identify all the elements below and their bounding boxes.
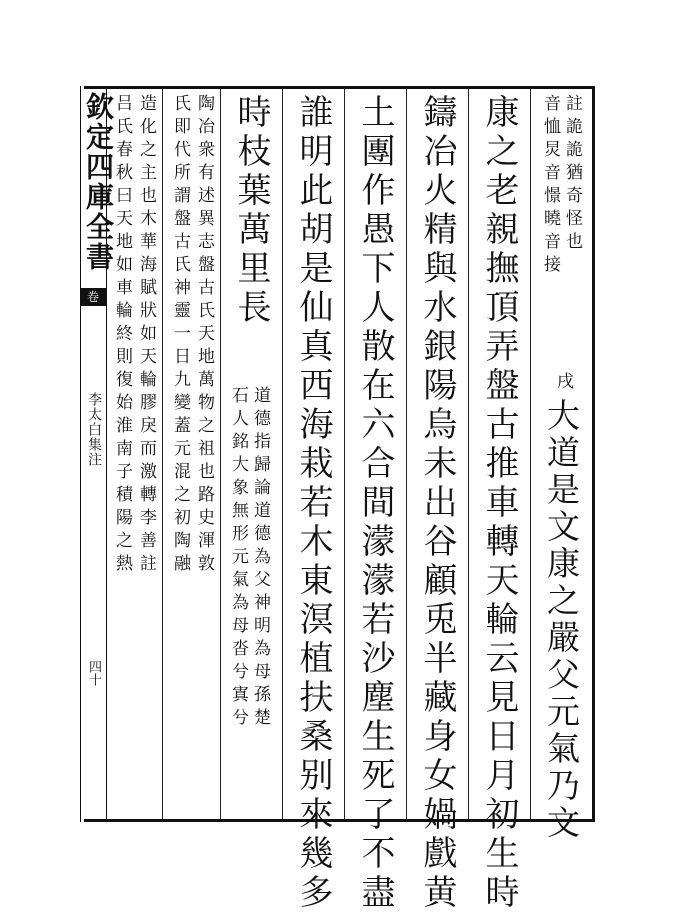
annotation-line-8a: 造化之主也木華海賦狀如天輪膠戾而激轉李善註 — [136, 94, 156, 577]
frame-right-border — [592, 86, 595, 822]
annotation-line-6a: 道德指歸論道德為父神明為母孫楚 — [250, 386, 270, 731]
annotation-line-1b: 音恤炅音憬曉音接 — [540, 94, 560, 278]
text-column-3: 鑄冶火精與水銀陽烏未出谷顧兎半藏身女媧戲黄 — [417, 94, 457, 913]
column-rule — [530, 88, 531, 819]
column-rule — [162, 88, 163, 819]
text-column-1: 大道是文康之嚴父元氣乃文 — [542, 398, 581, 842]
frame-top-border — [84, 86, 594, 89]
text-column-2: 康之老親撫頂弄盤古推車轉天輪云見日月初生時 — [479, 94, 519, 913]
book-subtitle: 李太白集注 — [86, 392, 102, 467]
column-rule — [344, 88, 345, 819]
text-column-5: 誰明此胡是仙真西海栽若木東溟植扶桑别來幾多 — [293, 94, 333, 913]
annotation-line-1a: 註詭詭猶奇怪也 — [562, 94, 582, 255]
text-column-4: 土團作愚下人散在六合間濛濛若沙塵生死了不盡 — [355, 94, 395, 913]
annotation-line-7a: 陶冶衆有述異志盤古氏天地萬物之祖也路史渾敦 — [194, 94, 214, 577]
column-rule — [220, 88, 221, 819]
column-rule — [406, 88, 407, 819]
page-number: 四十 — [86, 660, 101, 686]
book-title: 欽定四庫全書 — [82, 92, 115, 272]
annotation-line-8b: 吕氏春秋曰天地如車輪終則復始淮南子積陽之熱 — [112, 94, 132, 577]
column-rule — [468, 88, 469, 819]
annotation-mark: 戌 — [553, 372, 573, 395]
annotation-line-7b: 氏即代所謂盤古氏神靈一日九變蓋元混之初陶融 — [170, 94, 190, 577]
column-rule — [282, 88, 283, 819]
fish-tail-mark: 卷 — [80, 288, 106, 306]
annotation-line-6b: 石人銘大象無形元氣為母沓兮寘兮 — [228, 386, 248, 731]
text-column-6: 時枝葉萬里長 — [231, 94, 271, 328]
